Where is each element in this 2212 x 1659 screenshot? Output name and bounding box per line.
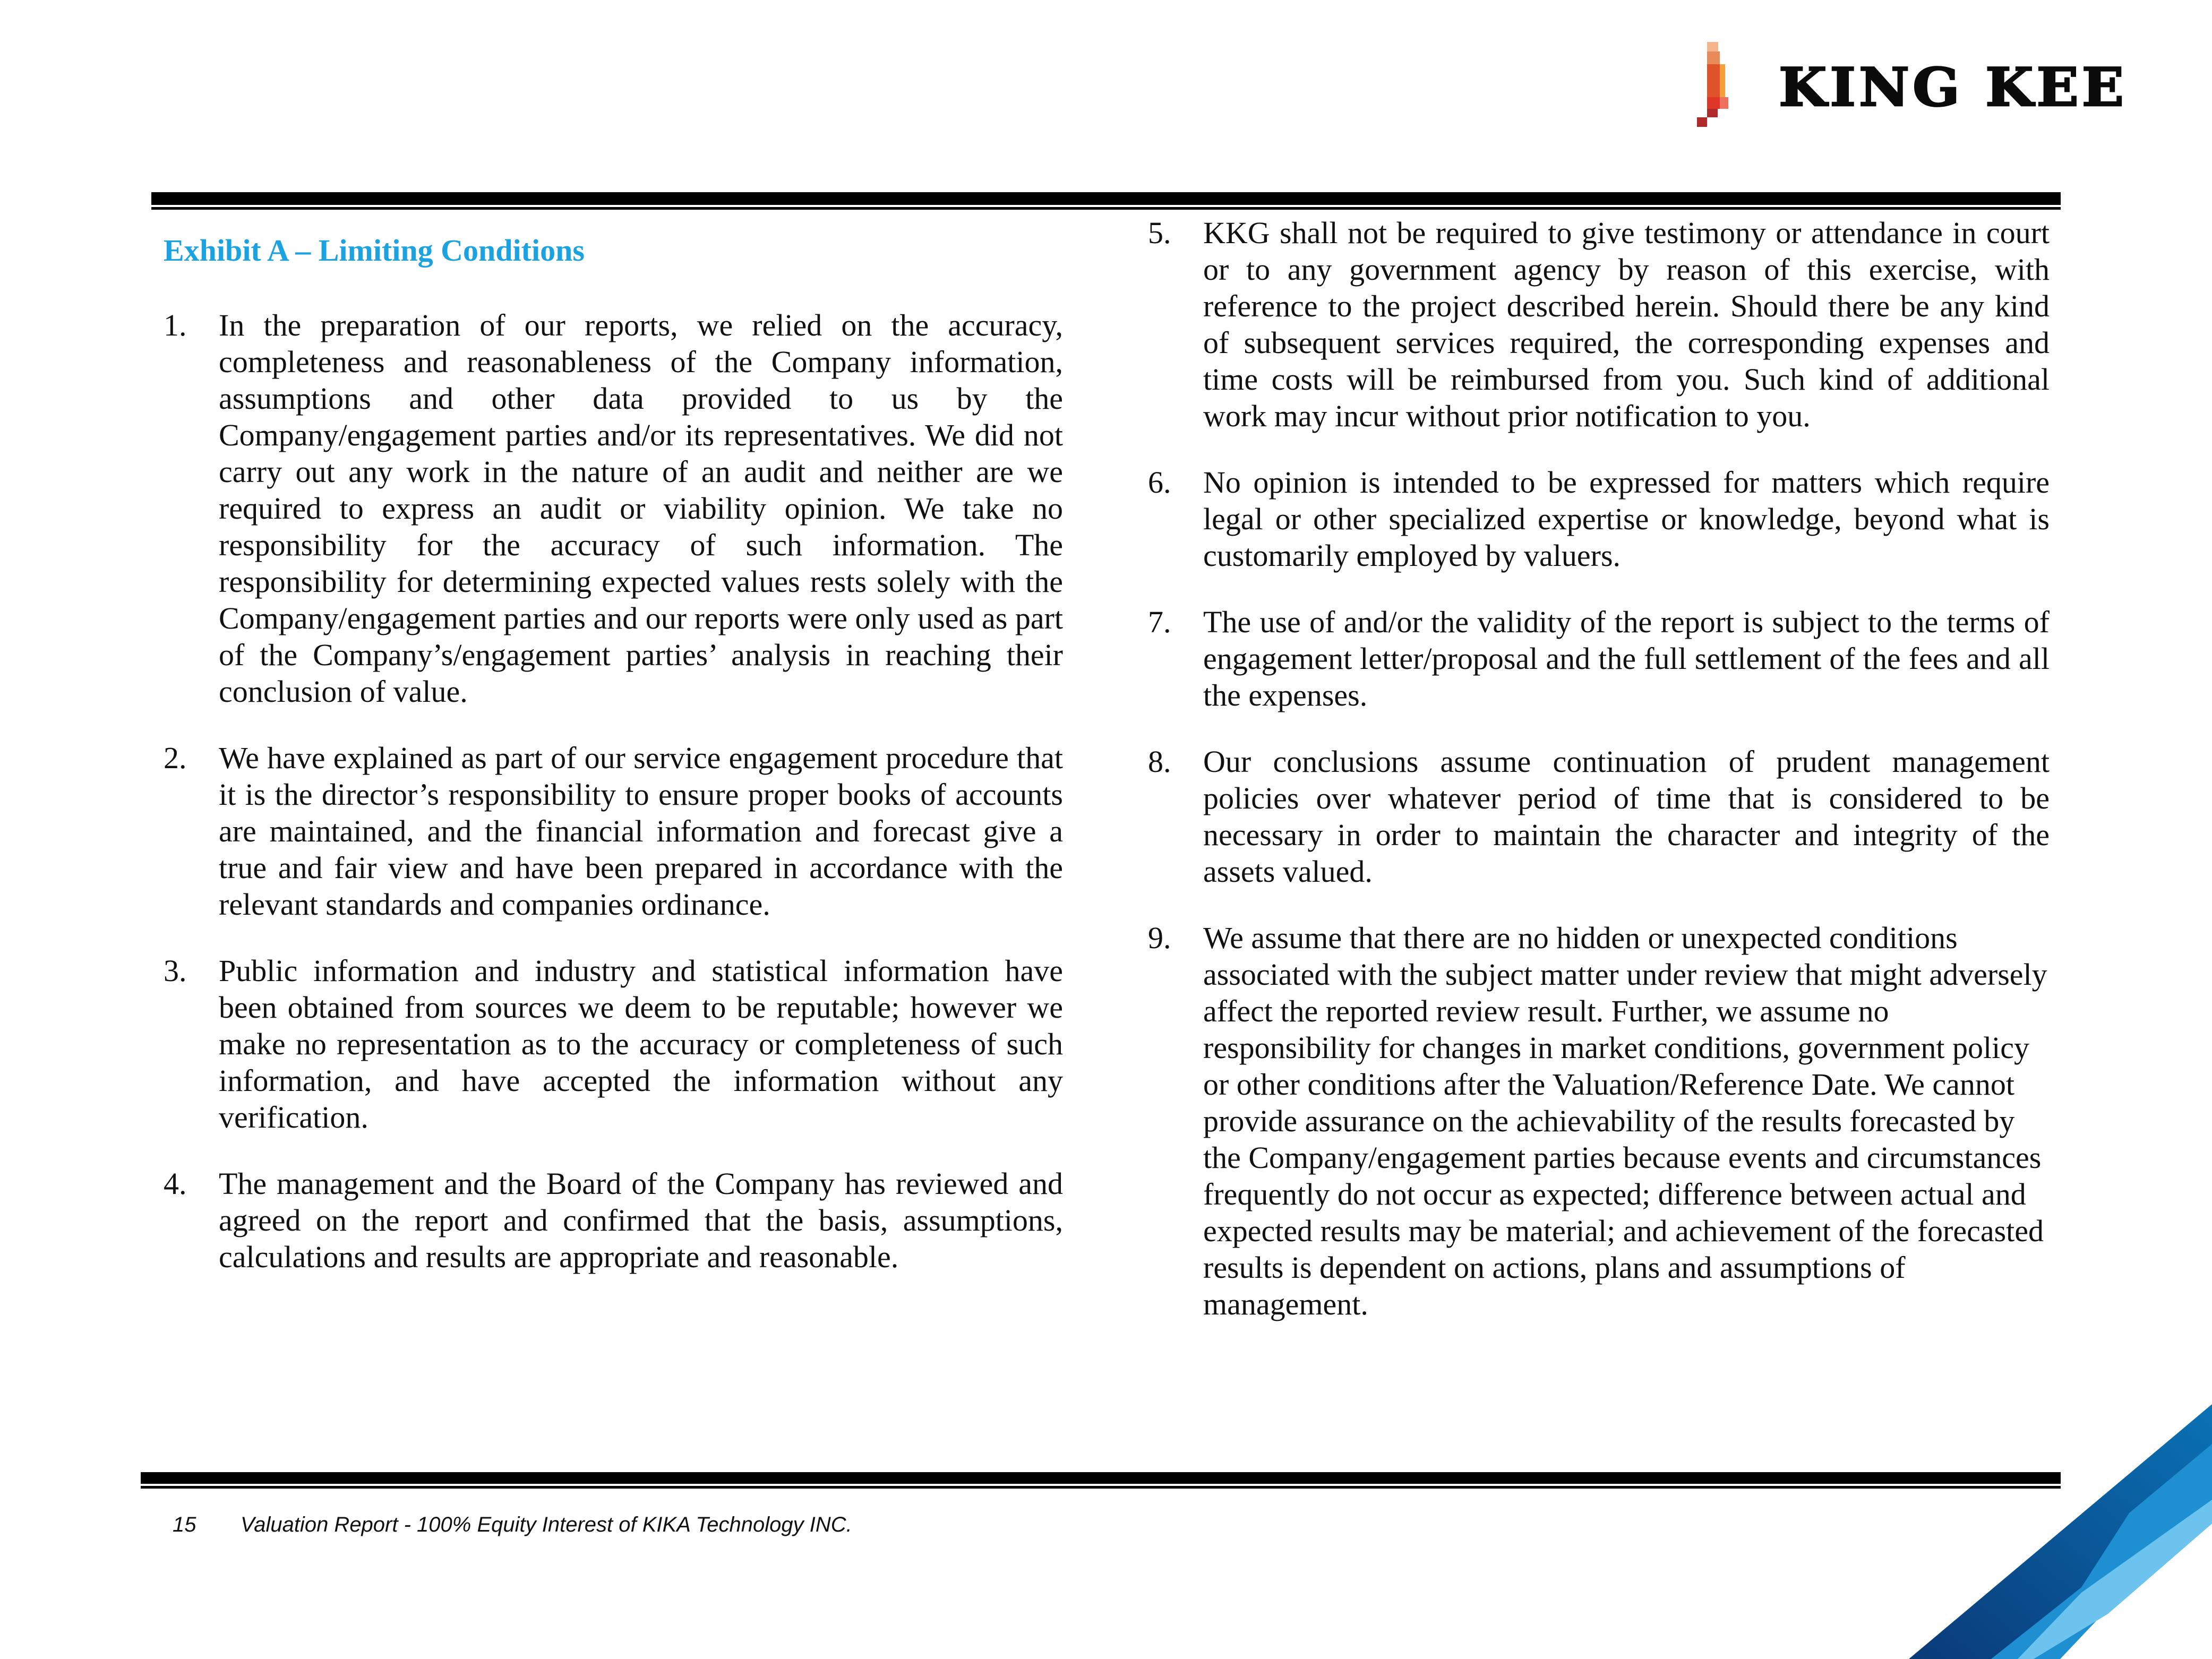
condition-text: Public information and industry and statistical information have been obtained from sources we deem to be reputable; however we make no representation as to the accuracy or completeness of such information, and have accepted the information without any verification. — [219, 953, 1063, 1134]
report-title: Valuation Report - 100% Equity Interest of KIKA Technology INC. — [241, 1513, 852, 1536]
condition-text: We assume that there are no hidden or unexpected conditions associated with the subject matter under review that might adversely affect the reported review result. Further, we assume no responsibility for changes in market conditions, government policy or other conditions after the Valuation/Reference Date. We cannot provide assurance on the achievability of the results forecasted by the Company/engagement parties because events and circumstances frequently do not occur as expected; difference between actual and expected results may be material; and achievement of the forecasted results is dependent on actions, plans and assumptions of management. — [1203, 921, 2047, 1321]
condition-item — [164, 952, 1063, 1136]
condition-item — [164, 1165, 1063, 1275]
condition-number: 5. — [1148, 216, 1171, 250]
condition-item — [1148, 604, 2050, 714]
condition-item — [164, 307, 1063, 710]
page-title: Exhibit A – Limiting Conditions — [164, 233, 585, 268]
condition-item — [1148, 464, 2050, 574]
footer-rule — [141, 1472, 2061, 1484]
condition-text: No opinion is intended to be expressed for matters which require legal or other specialized expertise or knowledge, beyond what is customarily employed by valuers. — [1203, 465, 2050, 573]
condition-number: 7. — [1148, 605, 1171, 639]
condition-number: 9. — [1148, 921, 1171, 955]
condition-text: Our conclusions assume continuation of prudent management policies over whatever period of time that is considered to be necessary in order to maintain the character and integrity of the assets valued. — [1203, 744, 2050, 889]
footer-rule-thin — [141, 1486, 2061, 1489]
condition-item — [1148, 743, 2050, 890]
condition-text: The use of and/or the validity of the report is subject to the terms of engagement letter/proposal and the full settlement of the fees and all the expenses. — [1203, 605, 2050, 712]
logo-text: KING KEE — [1779, 56, 2128, 118]
condition-number: 8. — [1148, 744, 1171, 779]
logo-mark-icon — [1694, 40, 1731, 130]
condition-number: 2. — [164, 741, 187, 775]
condition-number: 3. — [164, 953, 187, 988]
condition-number: 6. — [1148, 465, 1171, 500]
page-footer — [173, 1513, 852, 1537]
header-rule-thin — [151, 207, 2061, 210]
condition-item — [164, 740, 1063, 923]
corner-decoration-icon — [1858, 1380, 2212, 1659]
condition-number: 1. — [164, 308, 187, 342]
condition-text: We have explained as part of our service engagement procedure that it is the director’s responsibility to ensure proper books of accounts are maintained, and the financial information and forecast give a true and fair view and have been prepared in accordance with the relevant standards and companies ordinance. — [219, 741, 1063, 922]
king-kee-logo — [1694, 40, 2161, 130]
conditions-column-right — [1148, 214, 2050, 1352]
conditions-column-left — [164, 307, 1063, 1305]
header-rule — [151, 192, 2061, 205]
condition-item — [1148, 919, 2050, 1322]
condition-number: 4. — [164, 1166, 187, 1201]
condition-text: KKG shall not be required to give testimony or attendance in court or to any government agency by reason of this exercise, with reference to the project described herein. Should there be any kind of subsequent services required, the corresponding expenses and time costs will be reimbursed from you. Such kind of additional work may incur without prior notification to you. — [1203, 216, 2050, 433]
condition-text: In the preparation of our reports, we relied on the accuracy, completeness and reasonableness of the Company information, assumptions and other data provided to us by the Company/engagement parties and/or its representatives. We did not carry out any work in the nature of an audit and neither are we required to express an audit or viability opinion. We take no responsibility for the accuracy of such information. The responsibility for determining expected values rests solely with the Company/engagement parties and our reports were only used as part of the Company’s/engagement parties’ analysis in reaching their conclusion of value. — [219, 308, 1063, 709]
condition-text: The management and the Board of the Company has reviewed and agreed on the report and confirmed that the basis, assumptions, calculations and results are appropriate and reasonable. — [219, 1166, 1063, 1274]
page-number: 15 — [173, 1513, 196, 1536]
condition-item — [1148, 214, 2050, 434]
